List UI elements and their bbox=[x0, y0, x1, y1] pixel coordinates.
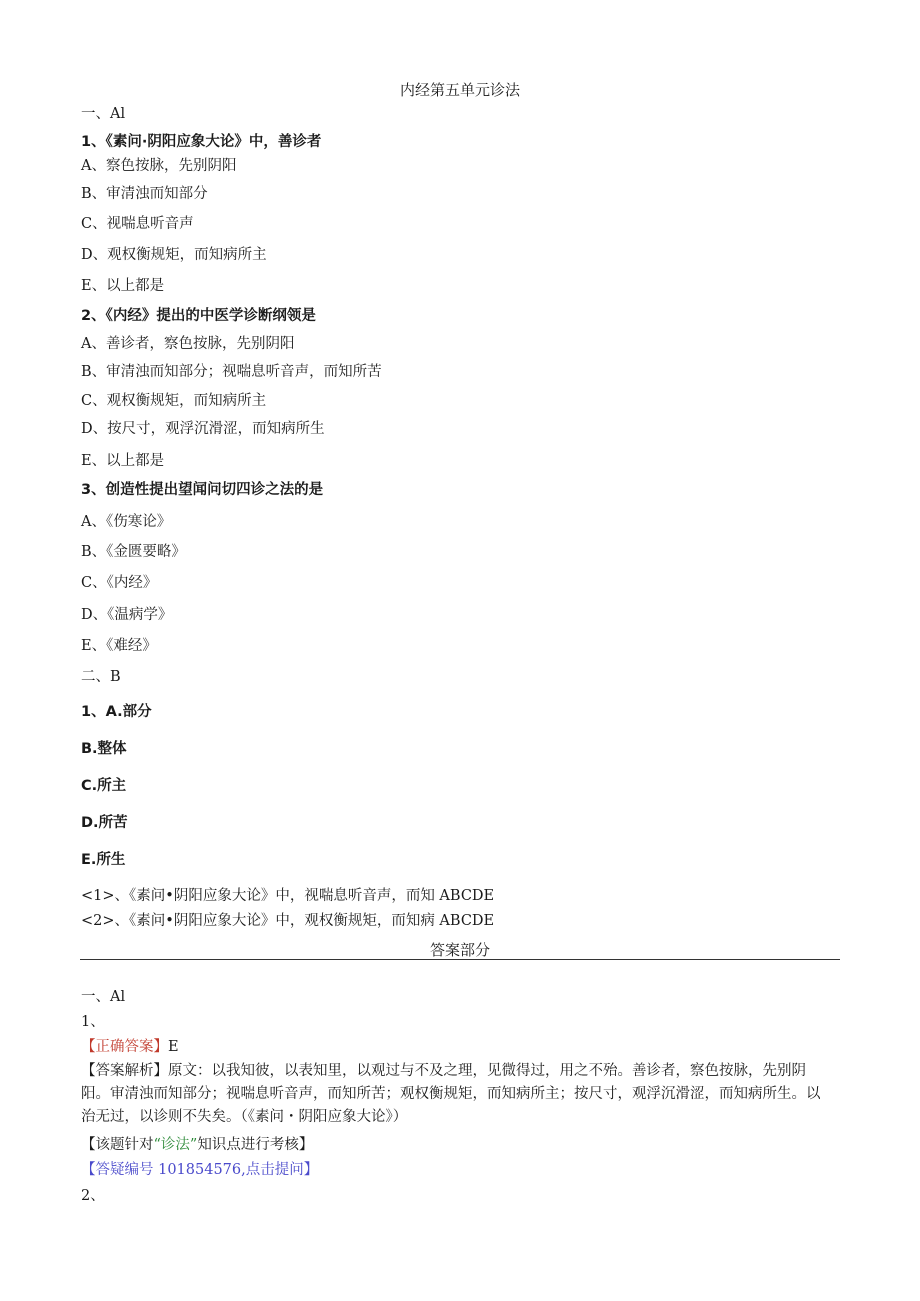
question-3-stem: 3、创造性提出望闻问切四诊之法的是 bbox=[81, 482, 324, 498]
focus-prefix: 【该题针对 bbox=[81, 1137, 154, 1153]
question-2-stem: 2、《内经》提出的中医学诊断纲领是 bbox=[81, 308, 316, 324]
q3-option-a: A、《伤寒论》 bbox=[81, 514, 172, 530]
q3-option-d: D、《温病学》 bbox=[81, 607, 173, 623]
analysis-label: 【答案解析】 bbox=[81, 1063, 168, 1079]
document-title: 内经第五单元诊法 bbox=[399, 81, 520, 99]
q2-option-e: E、以上都是 bbox=[81, 453, 165, 469]
q2-option-c: C、观权衡规矩，而知病所主 bbox=[81, 393, 267, 409]
b-option-e: E.所生 bbox=[81, 852, 126, 868]
q1-option-e: E、以上都是 bbox=[81, 278, 165, 294]
section-a1-heading: 一、Al bbox=[81, 106, 126, 122]
section-b-heading: 二、B bbox=[81, 669, 121, 685]
question-1-stem: 1、《素问·阴阳应象大论》中，善诊者 bbox=[81, 134, 322, 150]
answer-analysis bbox=[81, 1060, 833, 1129]
correct-answer-line bbox=[81, 1038, 179, 1056]
focus-suffix: 知识点进行考核】 bbox=[197, 1137, 314, 1153]
b-option-b: B.整体 bbox=[81, 741, 127, 757]
focus-topic: “诊法” bbox=[153, 1137, 198, 1153]
b-sub-question-1: <1>、《素问•阴阳应象大论》中，视喘息听音声，而知 ABCDE bbox=[81, 888, 495, 904]
knowledge-point-line bbox=[81, 1136, 313, 1154]
b-option-d: D.所苦 bbox=[81, 815, 128, 831]
answer-section-a1: 一、Al bbox=[81, 989, 126, 1005]
q3-option-b: B、《金匮要略》 bbox=[81, 544, 186, 560]
qa-ask-link[interactable]: 【答疑编号 101854576,点击提问】 bbox=[81, 1162, 319, 1178]
q1-option-b: B、审清浊而知部分 bbox=[81, 186, 208, 202]
analysis-text: 原文：以我知彼，以表知里，以观过与不及之理，见微得过，用之不殆。善诊者，察色按脉，先别阴阳。审清浊而知部分；视喘息听音声，而知所苦；观权衡规矩，而知病所主；按尺寸，观浮沉滑涩，而知病所生。以治无过，以诊则不失矣。（《素问・阴阳应象大论》） bbox=[81, 1063, 821, 1125]
q2-option-d: D、按尺寸，观浮沉滑涩，而知病所生 bbox=[81, 421, 325, 437]
q3-option-e: E、《难经》 bbox=[81, 638, 157, 654]
q3-option-c: C、《内经》 bbox=[81, 575, 158, 591]
correct-answer-label: 【正确答案】 bbox=[81, 1039, 168, 1055]
q1-option-d: D、观权衡规矩，而知病所主 bbox=[81, 247, 267, 263]
answer-divider bbox=[80, 959, 840, 960]
answer-section-title: 答案部分 bbox=[429, 941, 490, 959]
b-option-a: 1、A.部分 bbox=[81, 704, 152, 720]
correct-answer-value: E bbox=[168, 1039, 179, 1055]
answer-number-1: 1、 bbox=[81, 1014, 105, 1030]
answer-number-2: 2、 bbox=[81, 1188, 105, 1204]
q1-option-a: A、察色按脉，先别阴阳 bbox=[81, 158, 237, 174]
b-option-c: C.所主 bbox=[81, 778, 127, 794]
q1-option-c: C、视喘息听音声 bbox=[81, 216, 194, 232]
q2-option-b: B、审清浊而知部分；视喘息听音声，而知所苦 bbox=[81, 364, 382, 380]
q2-option-a: A、善诊者，察色按脉，先别阴阳 bbox=[81, 336, 295, 352]
b-sub-question-2: <2>、《素问•阴阳应象大论》中，观权衡规矩，而知病 ABCDE bbox=[81, 913, 495, 929]
